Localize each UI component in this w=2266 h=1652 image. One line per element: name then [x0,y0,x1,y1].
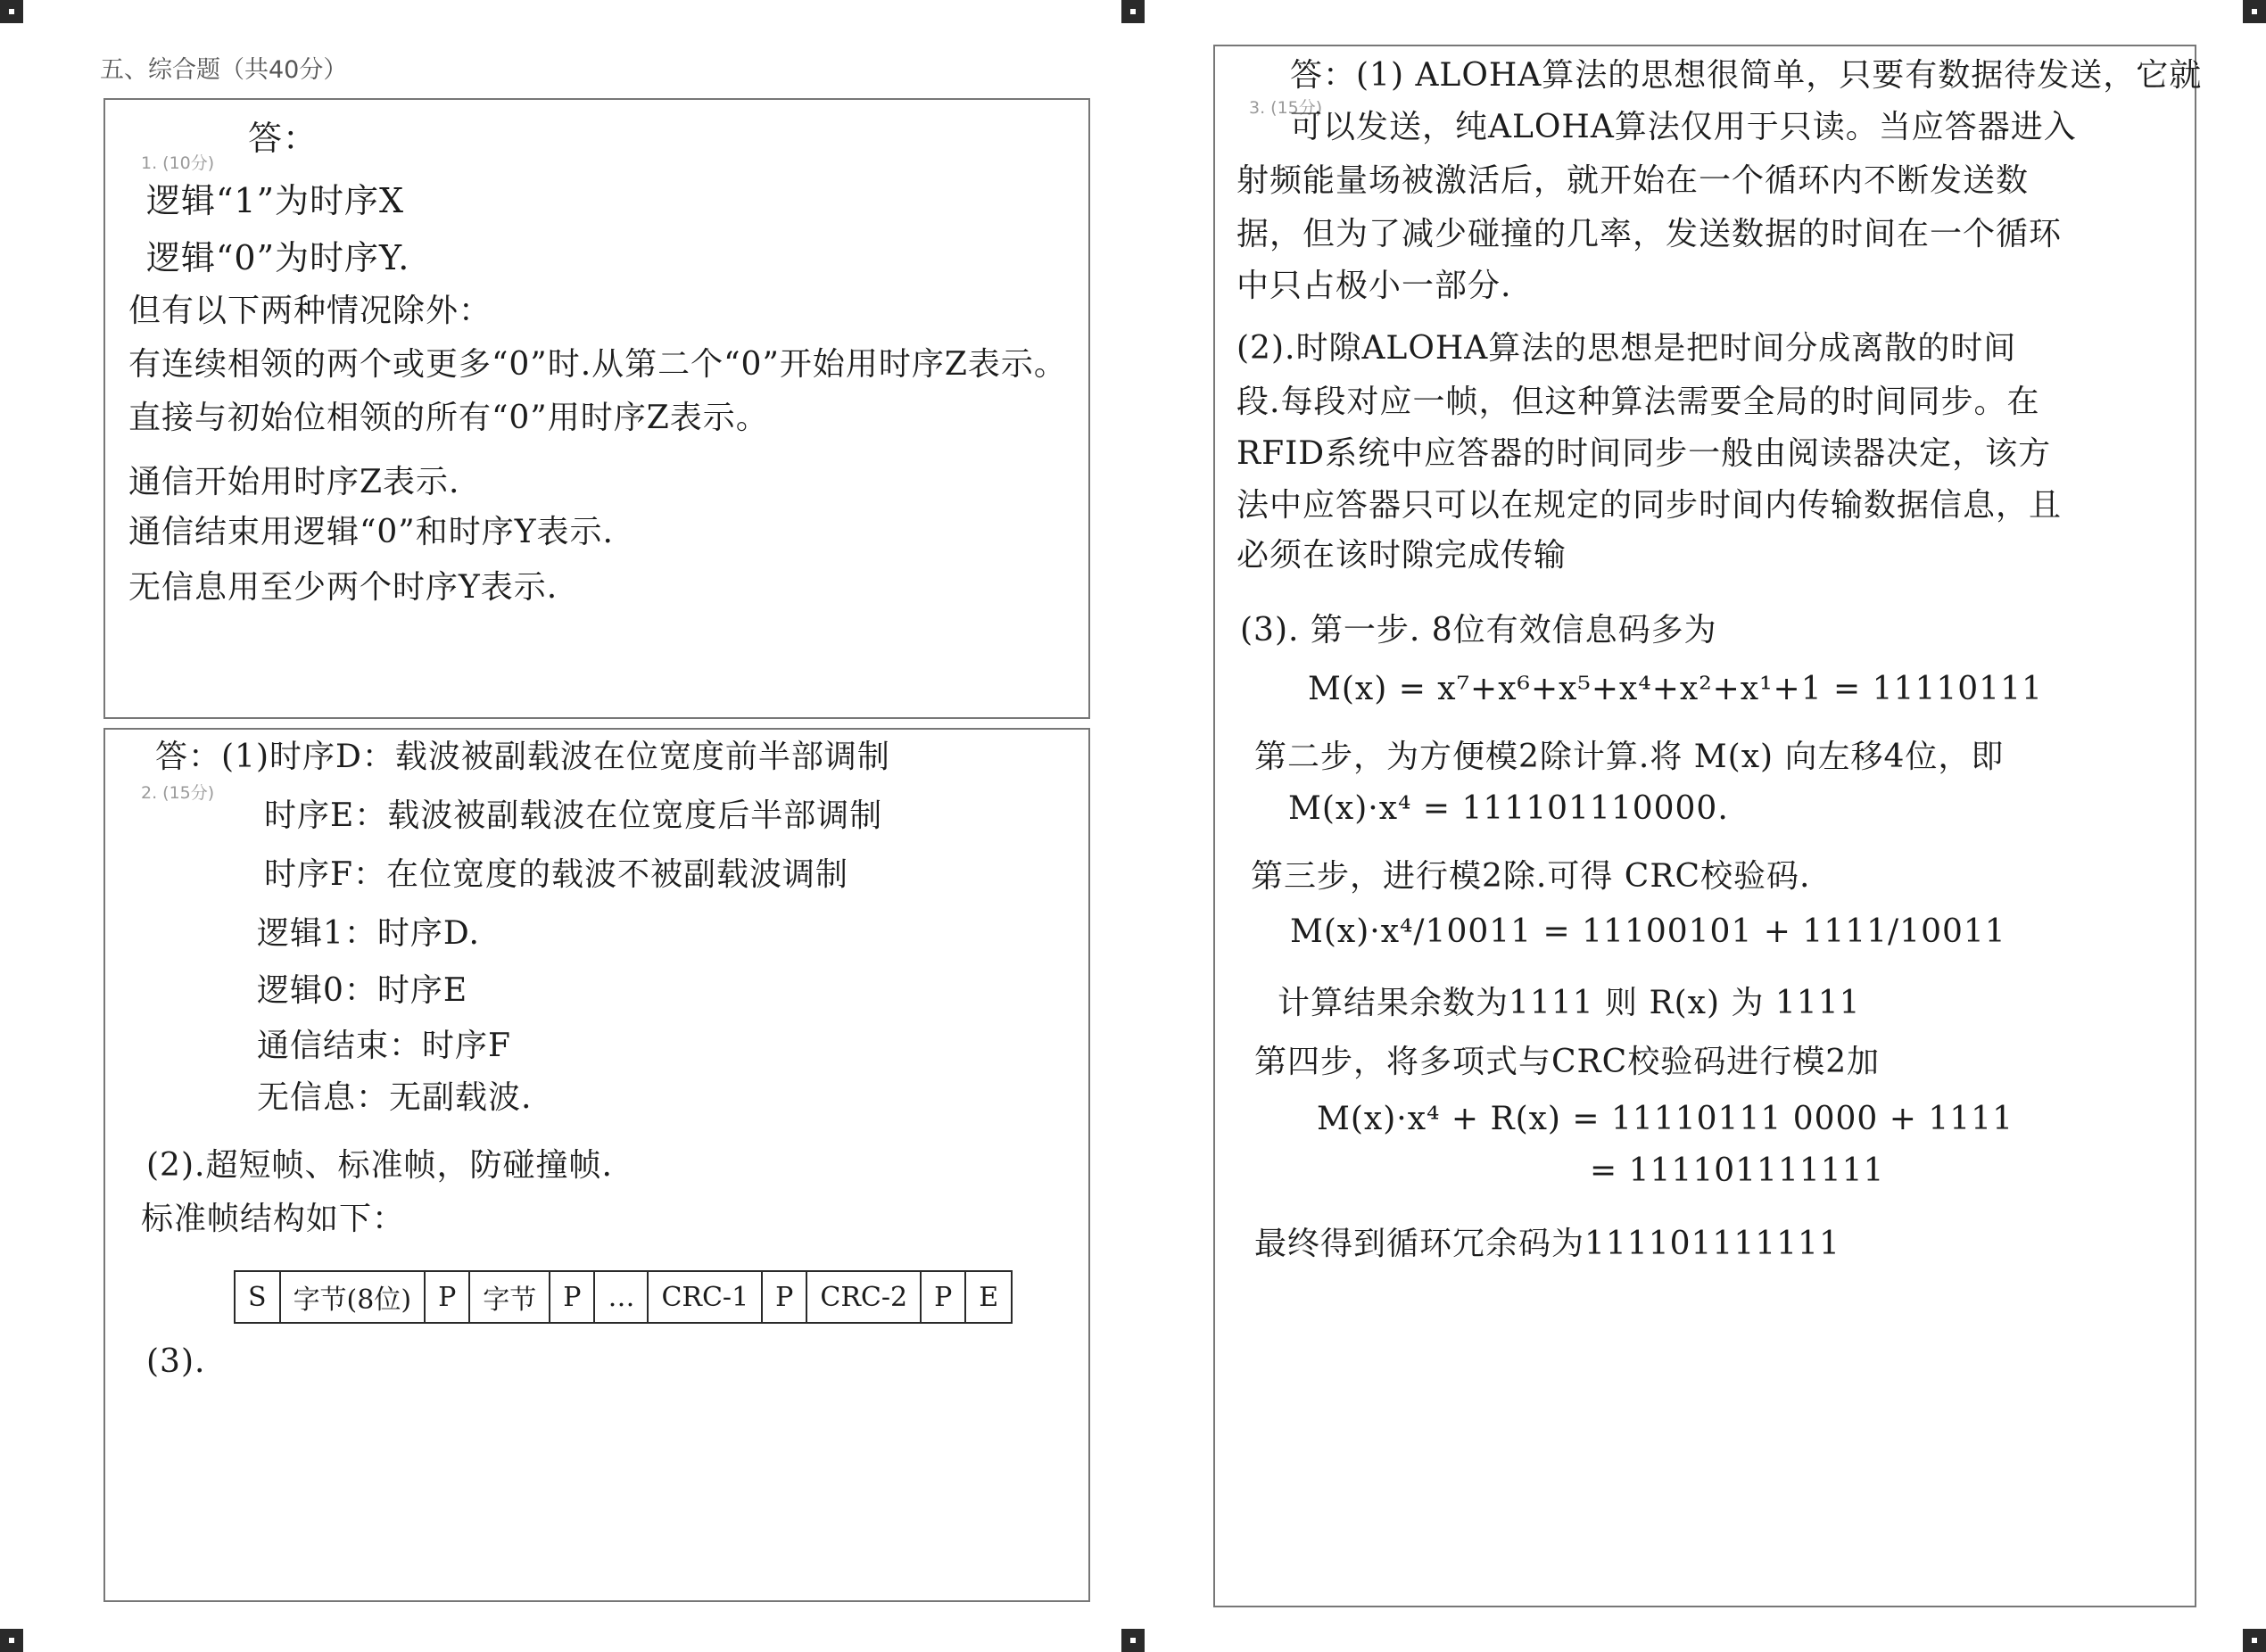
frame-cell: P [921,1271,965,1323]
question-label: 1. (10分) [141,153,215,173]
question-label: 2. (15分) [141,783,215,803]
answer-line: 时序F：在位宽度的载波不被副载波调制 [264,856,848,893]
answer-line: 可以发送，纯ALOHA算法仅用于只读。当应答器进入 [1290,109,2077,145]
answer-box-q1 [103,98,1090,719]
answer-line: 法中应答器只可以在规定的同步时间内传输数据信息，且 [1236,487,2063,524]
answer-box-q2 [103,728,1090,1602]
answer-line: 时序E：载波被副载波在位宽度后半部调制 [264,797,883,834]
answer-line: 通信结束：时序F [257,1028,511,1064]
answer-line: 逻辑“0”为时序Y. [146,238,410,277]
answer-line: 逻辑0：时序E [257,972,468,1009]
answer-line: (2).超短帧、标准帧，防碰撞帧. [146,1147,613,1184]
answer-line: 有连续相领的两个或更多“0”时.从第二个“0”开始用时序Z表示。 [128,346,1067,383]
answer-line: M(x)·x⁴ = 111101110000. [1288,790,1729,827]
answer-line: 但有以下两种情况除外： [128,293,492,329]
answer-line: 逻辑1：时序D. [257,915,480,952]
answer-line: 中只占极小一部分. [1236,268,1512,304]
registration-mark-bottom-middle [1121,1629,1145,1652]
registration-mark-top-right [2243,0,2266,23]
answer-box-q3 [1213,45,2203,1607]
answer-line: 第二步，为方便模2除计算.将 M(x) 向左移4位，即 [1254,739,2005,775]
frame-cell: CRC-2 [806,1271,921,1323]
frame-cell: E [965,1271,1012,1323]
frame-cell: … [594,1271,648,1323]
answer-line: (3). [146,1343,206,1380]
answer-line: 据，但为了减少碰撞的几率，发送数据的时间在一个循环 [1236,216,2063,252]
answer-line: M(x)·x⁴ + R(x) = 11110111 0000 + 1111 [1317,1101,2014,1137]
answer-line: 第三步，进行模2除.可得 CRC校验码. [1251,858,1811,895]
registration-mark-bottom-right [2243,1629,2266,1652]
answer-line: 射频能量场被激活后，就开始在一个循环内不断发送数 [1236,162,2030,199]
question-label: 3. (15分) [1249,98,1323,118]
answer-line: 第四步，将多项式与CRC校验码进行模2加 [1254,1044,1881,1080]
answer-line: 段.每段对应一帧，但这种算法需要全局的时间同步。在 [1236,384,2040,420]
answer-line: 答： [248,119,318,158]
section-title: 五、综合题（共40分） [100,56,348,84]
answer-line: 通信结束用逻辑“0”和时序Y表示. [128,514,614,550]
answer-line: 直接与初始位相领的所有“0”用时序Z表示。 [128,400,769,436]
answer-line: 通信开始用时序Z表示. [128,464,460,500]
answer-line: RFID系统中应答器的时间同步一般由阅读器决定，该方 [1236,435,2052,472]
answer-line: 无信息用至少两个时序Y表示. [128,569,558,606]
answer-line: 计算结果余数为1111 则 R(x) 为 1111 [1278,985,1861,1021]
answer-line: (3). 第一步. 8位有效信息码多为 [1240,612,1717,648]
frame-cell: CRC-1 [648,1271,762,1323]
answer-line: 答：(1)时序D：载波被副载波在位宽度前半部调制 [155,739,890,775]
answer-line: = 111101111111 [1590,1152,1885,1189]
registration-mark-top-middle [1121,0,1145,23]
answer-line: M(x)·x⁴/10011 = 11100101 + 1111/10011 [1290,913,2006,950]
registration-mark-bottom-left [0,1629,23,1652]
frame-cell: S [235,1271,280,1323]
answer-line: 答：(1) ALOHA算法的思想很简单，只要有数据待发送，它就 [1290,57,2203,94]
answer-line: 标准帧结构如下： [141,1201,406,1237]
frame-cell: P [762,1271,806,1323]
answer-line: 逻辑“1”为时序X [146,181,405,220]
registration-mark-top-left [0,0,23,23]
answer-line: 最终得到循环冗余码为111101111111 [1254,1226,1840,1262]
frame-cell: P [425,1271,469,1323]
frame-cell: 字节 [469,1271,550,1323]
frame-cell: P [550,1271,594,1323]
standard-frame-structure-table [234,1270,1013,1324]
answer-line: (2).时隙ALOHA算法的思想是把时间分成离散的时间 [1236,330,2017,367]
answer-line: 必须在该时隙完成传输 [1236,537,1567,574]
frame-cell: 字节(8位) [280,1271,426,1323]
answer-line: 无信息：无副载波. [257,1079,533,1116]
answer-line: M(x) = x⁷+x⁶+x⁵+x⁴+x²+x¹+1 = 11110111 [1308,671,2043,707]
